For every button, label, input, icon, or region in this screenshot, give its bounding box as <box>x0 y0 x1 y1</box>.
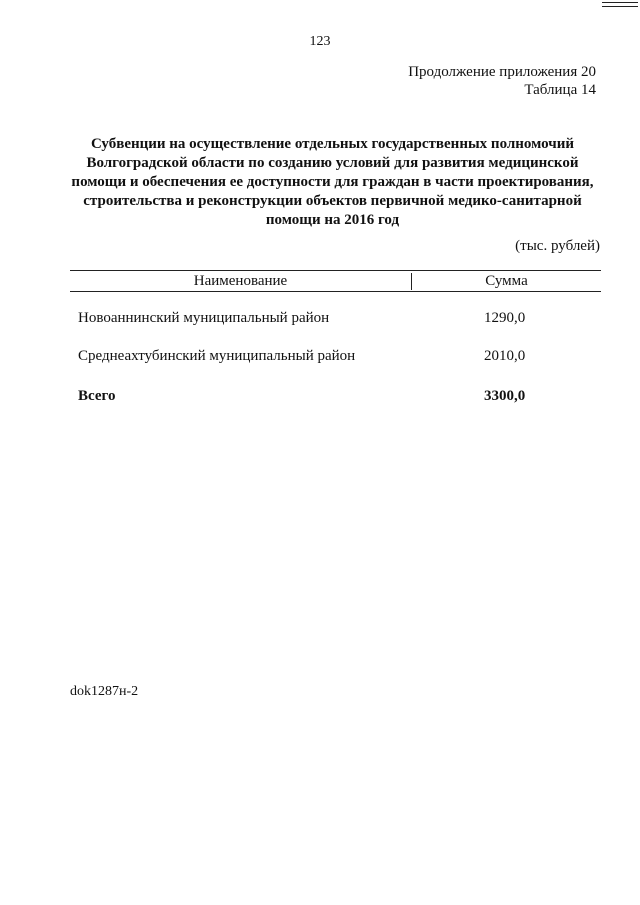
document-code: dok1287н-2 <box>70 684 139 699</box>
document-title <box>60 135 605 230</box>
table-header-row <box>70 271 601 291</box>
page-number: 123 <box>309 34 331 49</box>
total-label: Всего <box>78 388 116 404</box>
subsidy-table <box>70 270 601 404</box>
table-total-row <box>70 388 601 408</box>
row-sum: 2010,0 <box>484 348 526 364</box>
table-row <box>70 310 601 330</box>
row-name: Новоаннинский муниципальный район <box>78 310 330 326</box>
table-row <box>70 348 601 368</box>
total-sum: 3300,0 <box>484 388 526 404</box>
title-line: помощи и обеспечения ее доступности для граждан в части проектирования, <box>71 174 594 190</box>
units-label: (тыс. рублей) <box>515 238 600 254</box>
title-line: Субвенции на осуществление отдельных государственных полномочий <box>90 136 575 152</box>
appendix-continuation: Продолжение приложения 20 <box>408 64 596 80</box>
scan-corner-mark <box>600 0 640 12</box>
title-line: Волгоградской области по созданию условий для развития медицинской <box>86 155 579 171</box>
table-header-rule <box>70 291 601 292</box>
title-line: строительства и реконструкции объектов первичной медико-санитарной <box>83 193 582 209</box>
appendix-header <box>408 63 596 99</box>
row-sum: 1290,0 <box>484 310 526 326</box>
title-line: помощи на 2016 год <box>265 212 400 228</box>
header-sum: Сумма <box>485 273 528 289</box>
row-name: Среднеахтубинский муниципальный район <box>78 348 356 364</box>
header-name: Наименование <box>193 273 288 289</box>
table-label: Таблица 14 <box>524 82 596 98</box>
